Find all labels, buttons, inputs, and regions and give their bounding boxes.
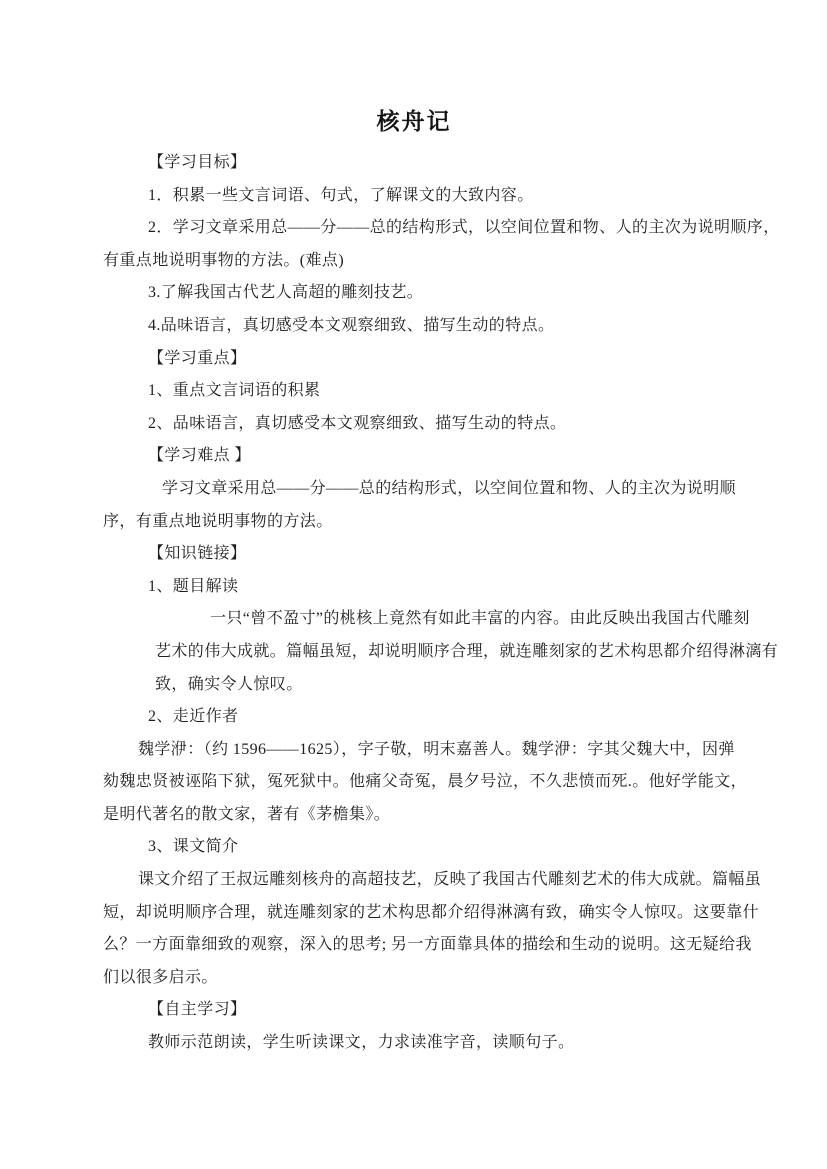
doc-line: 致，确实令人惊叹。 [155,675,303,693]
doc-line: 有重点地说明事物的方法。(难点) [103,251,345,269]
doc-line: 么？一方面靠细致的观察，深入的思考; 另一方面靠具体的描绘和生动的说明。这无疑给我 [103,936,752,954]
section-knowledge-links [103,538,779,994]
doc-line: 3、课文简介 [148,838,239,856]
doc-line: 短，却说明顺序合理，就连雕刻家的艺术构思都介绍得淋漓有致，确实令人惊叹。这要靠什 [103,903,760,921]
section-learning-key-points [103,343,763,441]
section-header: 【自主学习】 [148,1001,247,1019]
section-header: 【学习重点】 [148,349,247,367]
document-body [103,147,780,1060]
doc-line: 3.了解我国古代艺人高超的雕刻技艺。 [148,284,424,302]
section-learning-goals [103,147,780,343]
doc-line: 序，有重点地说明事物的方法。 [103,512,333,530]
doc-line: 教师示范朗读，学生听读课文，力求读准字音，读顺句子。 [148,1034,575,1052]
document-title: 核舟记 [376,109,452,134]
section-learning-difficulties [103,440,763,538]
doc-line: 2．学习文章采用总——分——总的结构形式，以空间位置和物、人的主次为说明顺序， [148,219,780,237]
doc-line: 劾魏忠贤被诬陷下狱，冤死狱中。他痛父奇冤，晨夕号泣，不久悲愤而死.。他好学能文， [103,773,748,791]
doc-line: 艺术的伟大成就。篇幅虽短，却说明顺序合理，就连雕刻家的艺术构思都介绍得淋漓有 [155,642,779,660]
doc-line: 学习文章采用总——分——总的结构形式，以空间位置和物、人的主次为说明顺 [162,479,737,497]
doc-line: 1、重点文言词语的积累 [148,382,321,400]
section-self-study [103,994,763,1059]
section-header: 【学习难点 】 [148,447,251,465]
doc-line: 4.品味语言，真切感受本文观察细致、描写生动的特点。 [148,316,555,334]
doc-line: 2、品味语言，真切感受本文观察细致、描写生动的特点。 [148,414,567,432]
doc-line: 魏学洢：（约 1596——1625），字子敬，明末嘉善人。魏学洢：字其父魏大中，因弹 [138,740,735,758]
doc-line: 是明代著名的散文家，著有《茅檐集》。 [103,805,391,823]
doc-line: 一只“曾不盈寸”的桃核上竟然有如此丰富的内容。由此反映出我国古代雕刻 [210,610,750,628]
section-header: 【知识链接】 [148,545,247,563]
doc-line: 1．积累一些文言词语、句式，了解课文的大致内容。 [148,186,534,204]
doc-line: 2、走近作者 [148,708,239,726]
doc-line: 1、题目解读 [148,577,239,595]
doc-line: 课文介绍了王叔远雕刻核舟的高超技艺，反映了我国古代雕刻艺术的伟大成就。篇幅虽 [138,871,762,889]
doc-line: 们以很多启示。 [103,968,218,986]
section-header: 【学习目标】 [148,154,247,171]
